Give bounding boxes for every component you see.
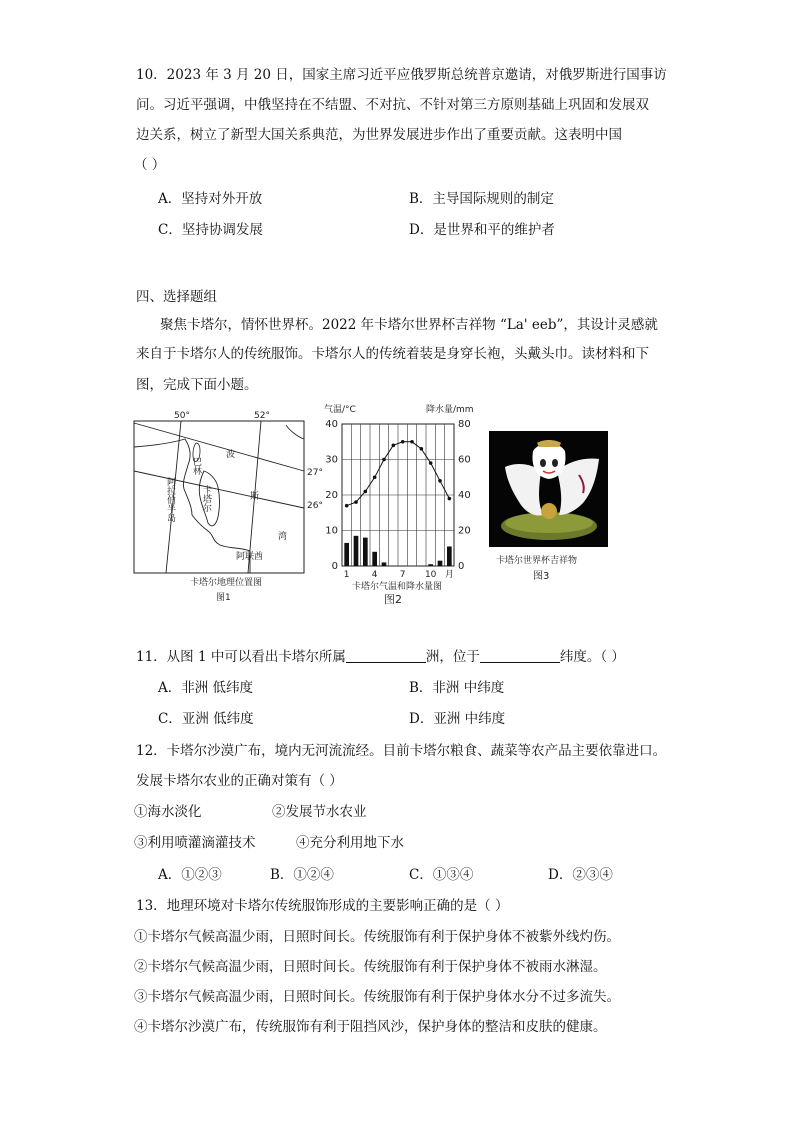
precip-tick-label: 60: [458, 454, 471, 466]
month-tick-label: 4: [371, 570, 378, 580]
month-tick-label: 1: [343, 570, 350, 580]
temp-point: [438, 479, 442, 483]
precip-tick-label: 20: [458, 525, 471, 537]
q12-item-1: ①海水淡化: [134, 804, 202, 820]
temp-tick-label: 30: [325, 454, 338, 466]
q11-option-c[interactable]: C．亚洲 低纬度: [158, 711, 254, 727]
temp-point: [354, 500, 358, 504]
month-tick-label: 10: [424, 570, 437, 580]
q10-option-b[interactable]: B．主导国际规则的制定: [409, 191, 554, 207]
chart-title: 卡塔尔气温和降水量图: [352, 582, 443, 592]
longitude-50-label: 50°: [174, 411, 190, 421]
q12-item-3: ③利用喷灌滴灌技术: [134, 835, 256, 851]
bo-label: 波: [226, 450, 236, 460]
q13-statement-2: ②卡塔尔气候高温少雨，日照时间长。传统服饰有利于保护身体不被雨水淋湿。: [134, 959, 607, 975]
precip-bar: [428, 564, 433, 566]
uae-label: 阿联酋: [236, 552, 264, 562]
chart-figure-label: 图2: [384, 593, 402, 606]
map-caption: 卡塔尔地理位置图: [190, 578, 263, 588]
temp-point: [373, 475, 377, 479]
longitude-52-label: 52°: [254, 411, 270, 421]
temp-tick-label: 40: [325, 419, 338, 430]
temp-tick-label: 0: [331, 561, 338, 572]
q11-stem-part3: 纬度。（ ）: [559, 649, 625, 665]
section-intro-line1: 聚焦卡塔尔，情怀世界杯。2022 年卡塔尔世界杯吉祥物 “La' eeb”，其设计灵感就: [160, 317, 658, 333]
q10-stem-line1: 10．2023 年 3 月 20 日，国家主席习近平应俄罗斯总统普京邀请，对俄罗斯进行国事访: [136, 67, 667, 83]
temp-point: [448, 497, 452, 501]
q11-option-d[interactable]: D．亚洲 中纬度: [409, 711, 506, 727]
q11-stem: [136, 648, 625, 666]
precip-tick-label: 0: [458, 561, 465, 572]
temp-tick-label: 10: [325, 525, 338, 537]
precip-tick-label: 40: [458, 490, 471, 501]
precip-tick-label: 80: [458, 419, 471, 430]
precip-bar: [382, 562, 387, 566]
latitude-27-label: 27°: [307, 468, 323, 478]
mascot-figure-label: 图3: [533, 571, 550, 582]
q12-option-b[interactable]: B．①②④: [270, 867, 334, 883]
q12-stem-line2: 发展卡塔尔农业的正确对策有（ ）: [136, 773, 343, 789]
map-figure-label: 图1: [216, 593, 231, 603]
precip-bar: [354, 536, 359, 566]
q11-stem-part2: 洲，位于: [425, 649, 480, 665]
month-tick-label: 月: [444, 570, 454, 580]
q12-item-2: ②发展节水农业: [272, 804, 367, 820]
section-intro-line2: 来自于卡塔尔人的传统服饰。卡塔尔人的传统着装是身穿长袍，头戴头巾。读材料和下: [136, 346, 649, 362]
q11-blank-continent[interactable]: [346, 648, 426, 663]
temp-point: [410, 440, 414, 444]
q10-stem-line2: 问。习近平强调，中俄坚持在不结盟、不对抗、不针对第三方原则基础上巩固和发展双: [136, 97, 649, 113]
arabian-peninsula-label: 阿拉伯半岛: [165, 477, 175, 522]
temp-point: [392, 444, 396, 448]
q12-option-d[interactable]: D．②③④: [548, 867, 613, 883]
q13-statement-3: ③卡塔尔气候高温少雨，日照时间长。传统服饰有利于保护身体水分不过多流失。: [134, 989, 620, 1005]
section-intro-line3: 图，完成下面小题。: [136, 377, 258, 393]
q10-option-d[interactable]: D．是世界和平的维护者: [409, 222, 555, 238]
q13-statement-4: ④卡塔尔沙漠广布，传统服饰有利于阻挡风沙，保护身体的整洁和皮肤的健康。: [134, 1019, 607, 1035]
precip-bar: [372, 552, 377, 566]
mascot-image: [489, 431, 608, 547]
bahrain-label: 巴林: [191, 457, 201, 475]
q12-option-a[interactable]: A．①②③: [158, 867, 222, 883]
section-title: 四、选择题组: [136, 289, 217, 305]
qatar-label: 卡塔尔: [201, 485, 211, 512]
si-label: 斯: [250, 492, 260, 502]
q11-option-a[interactable]: A．非洲 低纬度: [158, 680, 254, 696]
q10-stem-line3: 边关系，树立了新型大国关系典范，为世界发展进步作出了重要贡献。这表明中国: [136, 127, 622, 143]
q13-stem: 13．地理环境对卡塔尔传统服饰形成的主要影响正确的是（ ）: [136, 898, 509, 914]
latitude-26-label: 26°: [307, 501, 323, 511]
qatar-location-map: [130, 407, 323, 603]
climate-chart: [318, 400, 478, 610]
q10-option-a[interactable]: A．坚持对外开放: [158, 191, 263, 207]
temp-point: [345, 504, 349, 508]
wan-label: 湾: [278, 532, 288, 542]
precip-bar: [438, 561, 443, 566]
chart-grid: [342, 424, 454, 566]
temp-point: [382, 458, 386, 462]
precip-bar: [447, 546, 452, 566]
temp-point: [364, 490, 368, 494]
q13-statement-1: ①卡塔尔气候高温少雨，日照时间长。传统服饰有利于保护身体不被紫外线灼伤。: [134, 929, 620, 945]
temp-tick-label: 20: [325, 490, 338, 501]
month-tick-label: 7: [399, 570, 406, 580]
temp-point: [401, 440, 405, 444]
q11-blank-latitude[interactable]: [480, 648, 560, 663]
q10-option-c[interactable]: C．坚持协调发展: [158, 222, 263, 238]
precip-axis-label: 降水量/mm: [426, 405, 474, 415]
q12-option-c[interactable]: C．①③④: [409, 867, 474, 883]
precip-bar: [363, 538, 368, 566]
temp-point: [420, 447, 424, 451]
q10-answer-paren: （ ）: [134, 157, 166, 173]
q12-item-4: ④充分利用地下水: [296, 835, 404, 851]
q11-option-b[interactable]: B．非洲 中纬度: [409, 680, 505, 696]
mascot-photo: [489, 431, 608, 547]
q12-stem-line1: 12．卡塔尔沙漠广布，境内无河流流经。目前卡塔尔粮食、蔬菜等农产品主要依靠进口。: [136, 743, 667, 759]
temp-axis-label: 气温/°C: [324, 405, 356, 415]
precip-bar: [344, 543, 349, 566]
mascot-caption: 卡塔尔世界杯吉祥物: [496, 556, 578, 566]
temp-point: [429, 461, 433, 465]
q11-stem-part1: 11．从图 1 中可以看出卡塔尔所属: [136, 649, 346, 665]
